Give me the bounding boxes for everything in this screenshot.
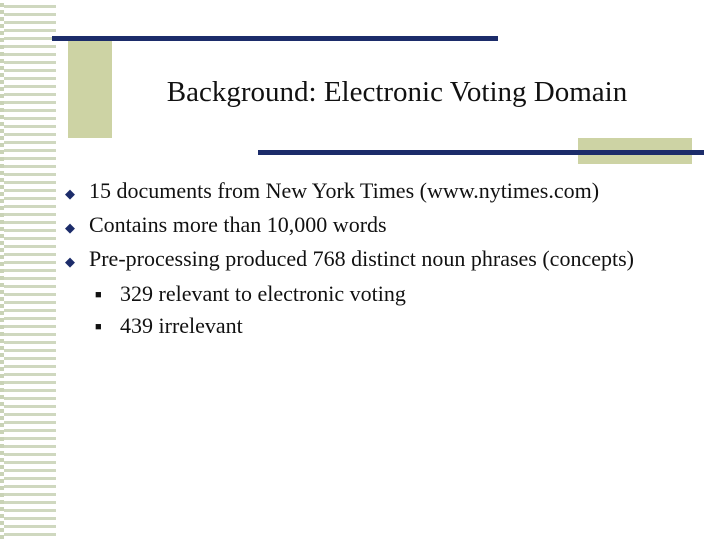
bullet-text: 15 documents from New York Times (www.nytimes.com): [89, 178, 600, 203]
sub-bullet-item: [95, 310, 704, 342]
bottom-rule: [258, 150, 704, 155]
decorative-box-top: [68, 40, 112, 138]
bullet-text: Contains more than 10,000 words: [89, 212, 387, 237]
bullet-text: Pre-processing produced 768 distinct noun phrases (concepts): [89, 246, 634, 271]
diamond-bullet-icon: ◆: [65, 254, 75, 269]
bullet-item: [64, 244, 704, 274]
bullet-item: [64, 176, 704, 206]
sub-bullet-text: 439 irrelevant: [120, 313, 243, 338]
diamond-bullet-icon: ◆: [65, 220, 75, 235]
sub-bullet-item: [95, 278, 704, 310]
diamond-bullet-icon: ◆: [65, 186, 75, 201]
top-rule: [52, 36, 498, 41]
square-bullet-icon: ■: [95, 321, 102, 333]
bullet-item: [64, 210, 704, 240]
sub-bullet-text: 329 relevant to electronic voting: [120, 281, 406, 306]
left-decorative-stripe: [0, 0, 56, 540]
slide-title: Background: Electronic Voting Domain: [166, 76, 628, 108]
slide-body: [64, 176, 704, 342]
square-bullet-icon: ■: [95, 289, 102, 301]
